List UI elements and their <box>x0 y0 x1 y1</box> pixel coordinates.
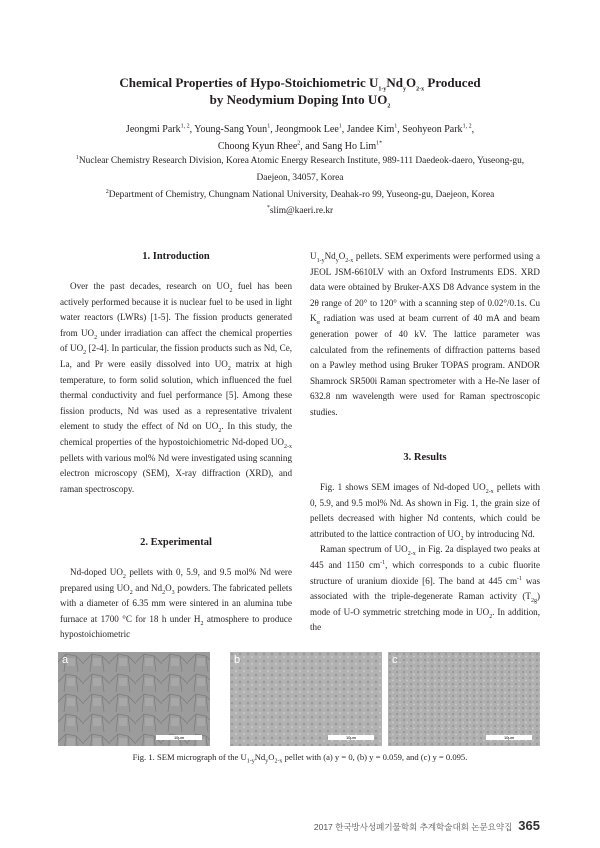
author-separator: , <box>397 124 403 135</box>
sem-figure <box>58 652 542 746</box>
author-separator: , <box>341 124 347 135</box>
sem-texture-b <box>230 652 382 746</box>
intro-paragraph: Over the past decades, research on $UO_2$ fuel has been actively performed because it is nuclear fuel to be used in light water reactors (LWRs) [1-5]. The fission products generated from $UO_2$ under irradiation can affect the chemical properties of $UO_2$ [2-4]. In particular, the fission products such as Nd, Ce, La, and Pr were easily dissolved into $UO_2$ matrix at high temperature, to form solid solution, which influenced the fuel thermal conductivity and fuel performance [5]. Among these fission products, Nd was used as a representative trivalent element to study the effect of Nd on $UO_2$. In this study, the chemical properties of the hypostoichiometric Nd-doped $UO_{2-x}$ pellets with various mol% Nd were investigated using scanning electron microscopy (SEM), X-ray diffraction (XRD), and raman spectroscopy. <box>60 281 293 494</box>
scale-bar-b: 10μm <box>328 735 374 740</box>
proceedings-name: 2017 한국방사성폐기물학회 추계학술대회 논문요약집 <box>313 822 513 832</box>
author-affiliation-marker: 1 <box>338 123 342 130</box>
author-separator: , <box>189 124 195 135</box>
sem-image-b <box>230 652 382 746</box>
scale-bar-c: 10μm <box>486 735 532 740</box>
author-separator: , <box>270 124 276 135</box>
author-name: Young-Sang Youn <box>194 124 268 135</box>
left-column-experimental <box>60 535 292 643</box>
paper-title <box>60 74 540 108</box>
author-affiliation-marker: 1 <box>394 123 398 130</box>
panel-label-c: c <box>392 654 398 666</box>
sem-texture-c <box>388 652 540 746</box>
author-separator: , <box>471 124 475 135</box>
author-name: Jeongmi Park <box>125 124 181 135</box>
results-paragraph-1: Fig. 1 shows SEM images of Nd-doped $UO_{2-x}$ pellets with 0, 5.9, and 9.5 mol% Nd. As shown in Fig. 1, the grain size of pellets decreased with higher Nd contents, which could be attributed to the lattice contraction of $UO_2$ by introducing Nd. <box>310 482 541 542</box>
sem-image-a <box>58 652 210 746</box>
author-name: Seohyeon Park <box>402 124 463 135</box>
right-column-results <box>310 450 540 636</box>
corresponding-email: *slim@kaeri.re.kr <box>266 204 334 216</box>
left-column <box>60 249 292 497</box>
page-footer <box>240 818 540 833</box>
title-line-2: by Neodymium Doping Into $UO_2$ <box>209 92 391 110</box>
author-affiliation-marker: 1, 2 <box>180 123 190 130</box>
author-affiliation-marker: 1 <box>267 123 271 130</box>
results-heading: 3. Results <box>403 452 447 463</box>
affiliation-1: $^1$Nuclear Chemistry Research Division, Korea Atomic Energy Research Institute, 989-111 Daedeok-daero, Yuseong-gu, Daejeon, 34057, Korea <box>75 154 525 183</box>
sem-image-c <box>388 652 540 746</box>
experimental-heading: 2. Experimental <box>140 537 212 548</box>
panel-label-b: b <box>234 654 241 666</box>
experimental-paragraph-2: $U_{1-y}Nd_yO_{2-x}$ pellets. SEM experiments were performed using a JEOL JSM-6610LV with an Oxford Instruments EDS. XRD data were obtained by Bruker-AXS D8 Advance system in the 2θ range of 20° to 120° with a scanning step of 0.02°/0.1s. Cu $K_\alpha$ radiation was used at beam current of 40 mA and beam generation power of 40 kV. The lattice parameter was calculated from the refinements of diffraction patterns based on a Pawley method using Bruker TOPAS program. ANDOR Shamrock SR500i Raman spectrometer with a He-Ne laser of 632.8 nm wavelength were used for Raman spectroscopic studies. <box>310 251 540 417</box>
experimental-paragraph-1: Nd-doped $UO_2$ pellets with 0, 5.9, and 9.5 mol% Nd were prepared using $UO_2$ and $Nd_2O_3$ powders. The fabricated pellets with a diameter of 6.35 mm were sintered in an alumina tube furnace at 1700 °C for 18 h under $H_2$ atmosphere to produce hypostoichiometric <box>60 567 292 640</box>
author-affiliation-marker: 2 <box>297 140 301 147</box>
intro-heading: 1. Introduction <box>142 251 210 262</box>
author-name: Jeongmook Lee <box>275 124 339 135</box>
author-line-1 <box>60 121 540 138</box>
title-line-1: Chemical Properties of Hypo-Stoichiometric $U_{1-y}Nd_yO_{2-x}$ Produced <box>119 75 481 93</box>
author-list <box>60 121 540 155</box>
affiliation-2: $^2$Department of Chemistry, Chungnam National University, Deahak-ro 99, Yuseong-gu, Daejeon, Korea <box>105 188 495 200</box>
sem-texture-a <box>58 652 210 746</box>
author-separator: , and <box>300 141 323 152</box>
scale-bar-a: 10μm <box>156 735 202 740</box>
panel-label-a: a <box>62 654 69 666</box>
page-number: 365 <box>518 818 540 833</box>
author-name: Choong Kyun Rhee <box>217 141 298 152</box>
author-name: Sang Ho Lim <box>322 141 377 152</box>
results-paragraph-2: Raman spectrum of $UO_{2-x}$ in Fig. 2a displayed two peaks at 445 and 1150 $cm^{-1}$, which corresponds to a cubic fluorite structure of uranium dioxide [6]. The band at 445 $cm^{-1}$ was associated with the triple-degenerate Raman activity $(T_{2g})$ mode of U-O symmetric stretching mode in $UO_2$. In addition, the <box>310 544 540 633</box>
author-name: Jandee Kim <box>346 124 395 135</box>
author-affiliation-marker: 1, 2 <box>462 123 472 130</box>
right-column <box>310 249 540 421</box>
author-affiliation-marker: 1* <box>376 140 383 147</box>
figure-caption: Fig. 1. SEM micrograph of the $U_{1-y}Nd_yO_{2-x}$ pellet with (a) y = 0, (b) y = 0.059, and (c) y = 0.095. <box>132 752 468 765</box>
